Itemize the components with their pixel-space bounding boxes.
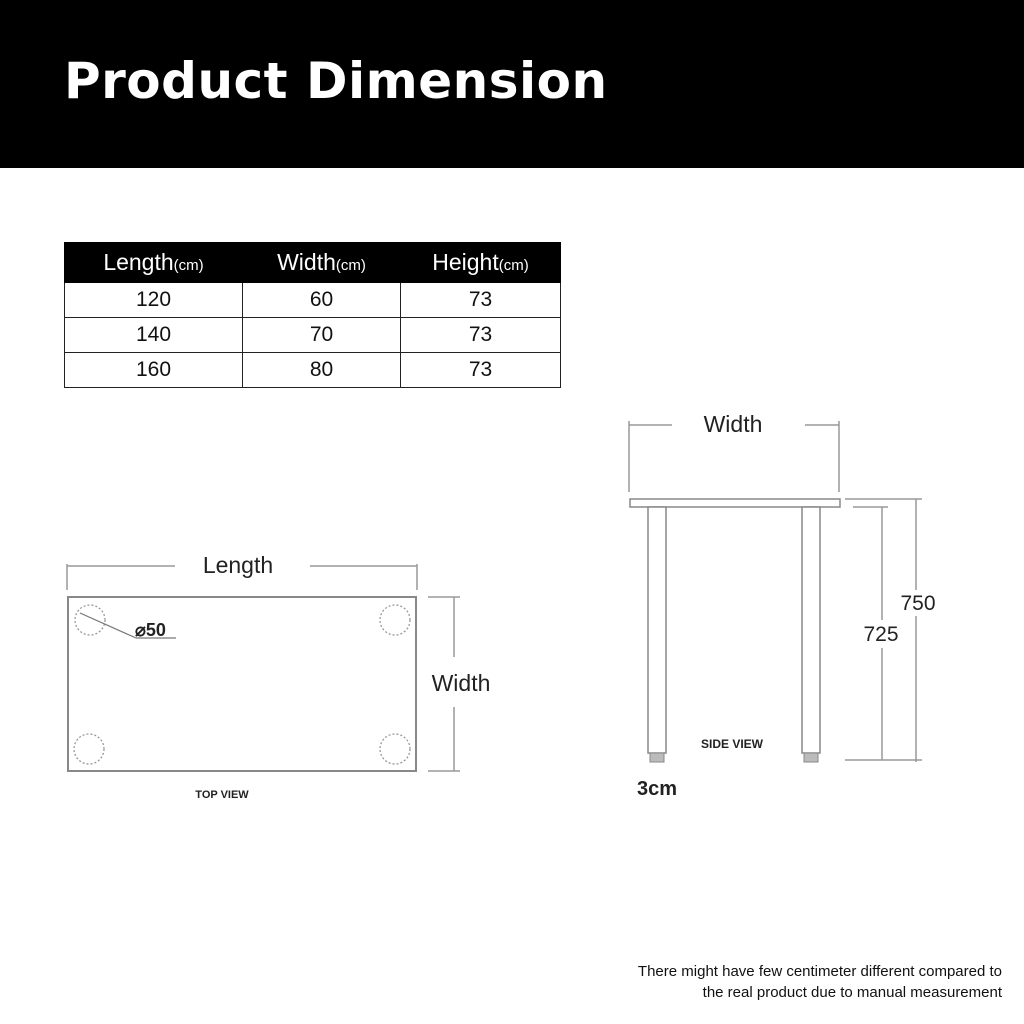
total-height-label: 750 — [900, 592, 936, 615]
top-thickness-label: 3cm — [636, 778, 678, 800]
table-cell-length: 160 — [65, 353, 243, 388]
table-cell-height: 73 — [401, 318, 561, 353]
table-cell-width: 60 — [243, 283, 401, 318]
table-cell-length: 120 — [65, 283, 243, 318]
table-cell-length: 140 — [65, 318, 243, 353]
table-cell-height: 73 — [401, 283, 561, 318]
header-height-label: Height — [432, 249, 499, 275]
side-view-caption: SIDE VIEW — [700, 737, 764, 751]
table-cell-width: 80 — [243, 353, 401, 388]
header-length-unit: (cm) — [173, 257, 204, 274]
top-view-caption: TOP VIEW — [195, 789, 249, 801]
side-view-foot-right — [804, 753, 818, 762]
side-view-foot-left — [650, 753, 664, 762]
header-height-unit: (cm) — [498, 257, 529, 274]
table-cell-height: 73 — [401, 353, 561, 388]
header-length-label: Length — [103, 249, 174, 275]
header-width-label: Width — [277, 249, 336, 275]
table-cell-width: 70 — [243, 318, 401, 353]
side-view — [629, 411, 936, 800]
header-width-unit: (cm) — [335, 257, 366, 274]
side-view-leg-left — [648, 507, 666, 753]
page-title: Product Dimension — [64, 52, 608, 110]
leg-diameter-label: ⌀50 — [135, 620, 166, 640]
side-view-leg-right — [802, 507, 820, 753]
top-width-label: Width — [431, 670, 491, 696]
top-view — [67, 552, 490, 801]
top-length-label: Length — [202, 552, 274, 578]
side-view-tabletop — [630, 499, 840, 507]
top-view-tabletop — [68, 597, 416, 771]
side-width-label: Width — [703, 411, 763, 437]
measurement-disclaimer: There might have few centimeter different compared to the real product due to manual measurement — [637, 963, 1002, 1001]
leg-height-label: 725 — [863, 623, 899, 646]
